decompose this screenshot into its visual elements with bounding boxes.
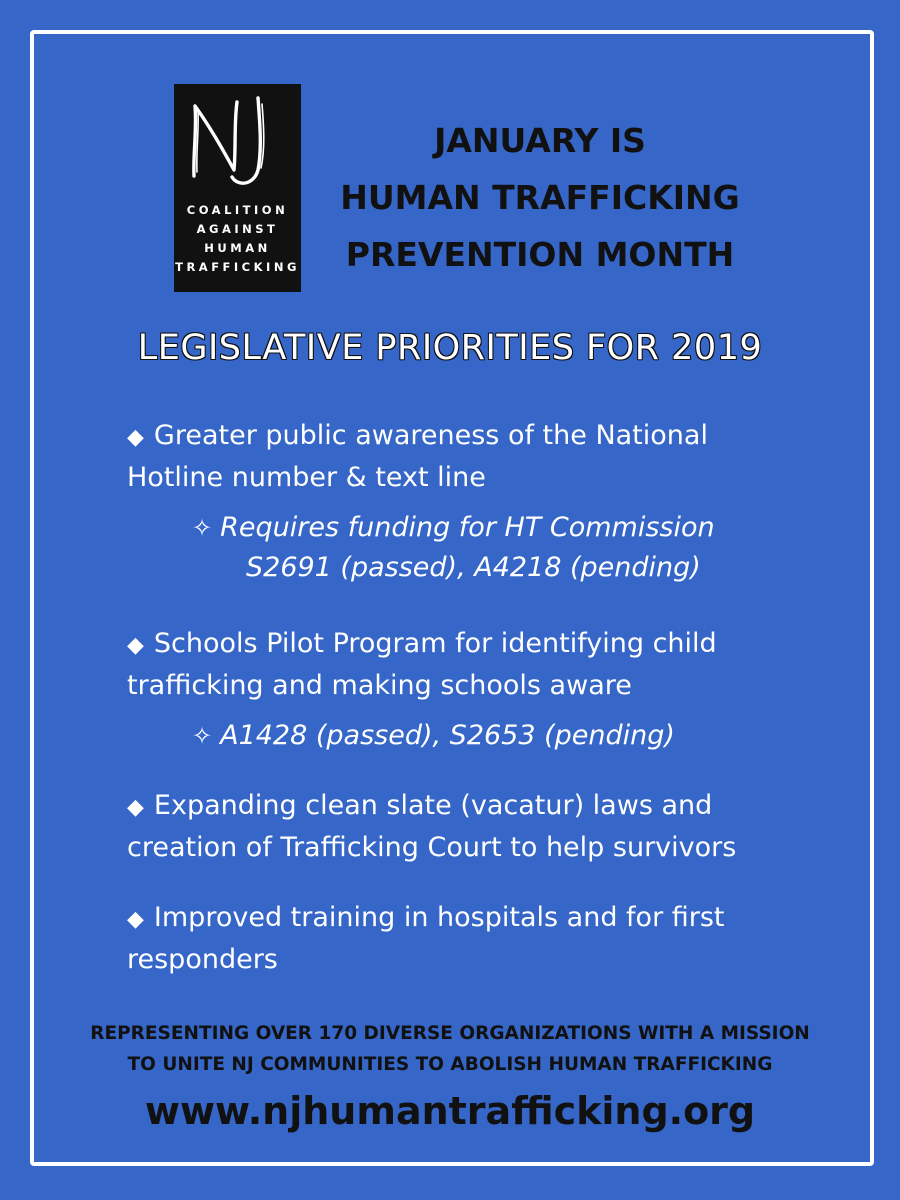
headline-line: HUMAN TRAFFICKING	[340, 178, 740, 217]
mission-line: REPRESENTING OVER 170 DIVERSE ORGANIZATIONS WITH A MISSION	[90, 1023, 810, 1044]
logo-line: TRAFFICKING	[175, 260, 300, 274]
priority-text: creation of Trafficking Court to help survivors	[127, 832, 737, 863]
four-point-star-icon: ✧	[192, 514, 213, 542]
priority-text: Expanding clean slate (vacatur) laws and	[153, 790, 713, 821]
priority-text: responders	[127, 944, 278, 975]
list-item	[127, 416, 827, 588]
diamond-bullet-icon: ◆	[127, 907, 144, 932]
diamond-bullet-icon: ◆	[127, 633, 144, 658]
logo-line: AGAINST	[196, 222, 279, 236]
page-title	[320, 112, 760, 283]
list-item	[127, 898, 827, 980]
nj-coalition-logo	[174, 84, 301, 292]
list-item	[127, 624, 827, 756]
logo-line: COALITION	[186, 203, 289, 217]
logo-line: HUMAN	[204, 241, 271, 255]
mission-line: TO UNITE NJ COMMUNITIES TO ABOLISH HUMAN TRAFFICKING	[127, 1054, 773, 1075]
four-point-star-icon: ✧	[192, 722, 213, 750]
priority-text: trafficking and making schools aware	[127, 670, 632, 701]
priority-text: Schools Pilot Program for identifying child	[153, 628, 717, 659]
nj-monogram-icon	[174, 84, 301, 204]
priority-text: Improved training in hospitals and for first	[153, 902, 725, 933]
section-heading: LEGISLATIVE PRIORITIES FOR 2019	[137, 328, 763, 368]
headline-line: PREVENTION MONTH	[345, 235, 735, 274]
priority-text: Hotline number & text line	[127, 462, 486, 493]
website-url: www.njhumantrafficking.org	[144, 1089, 756, 1133]
priority-subtext: Requires funding for HT Commission	[220, 512, 715, 543]
priorities-list	[127, 416, 827, 980]
priority-text: Greater public awareness of the National	[153, 420, 708, 451]
headline-line: JANUARY IS	[434, 121, 646, 160]
priority-subtext: A1428 (passed), S2653 (pending)	[220, 720, 675, 751]
list-item	[127, 786, 827, 868]
priority-subtext: S2691 (passed), A4218 (pending)	[246, 552, 701, 583]
diamond-bullet-icon: ◆	[127, 795, 144, 820]
mission-statement	[40, 1018, 860, 1080]
diamond-bullet-icon: ◆	[127, 425, 144, 450]
logo-caption	[174, 201, 301, 277]
